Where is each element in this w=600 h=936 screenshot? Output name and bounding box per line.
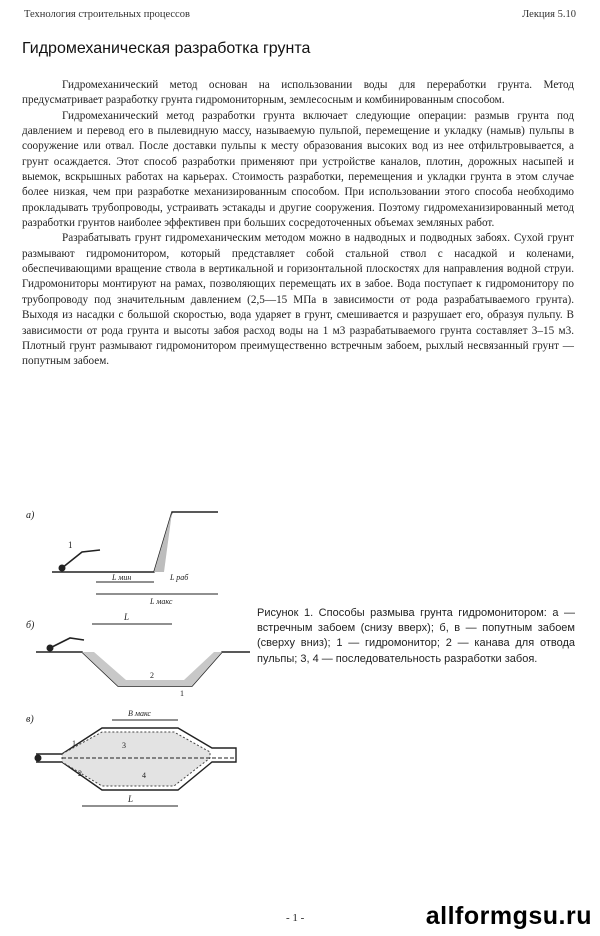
figure-caption: Рисунок 1. Способы размыва грунта гидромонитором: а — встречным забоем (снизу вверх); б, в — попутным забоем (сверху вниз); 1 — гидромонитор; 2 — канава для отвода пульпы; 3, 4 — последовательность разработки забоя. xyxy=(257,607,575,665)
hydromonitor-icon-b xyxy=(47,645,53,651)
page-title: Гидромеханическая разработка грунта xyxy=(22,40,311,57)
running-header-course: Технология строительных процессов xyxy=(24,9,190,20)
diagram-a-label: а) xyxy=(26,510,35,521)
diagram-b xyxy=(26,612,250,698)
monitor-jet-a xyxy=(62,550,100,568)
site-watermark: allformgsu.ru xyxy=(425,902,592,930)
paragraph-intro: Гидромеханический метод основан на использовании воды для переработки грунта. Метод предусматривает разработку грунта гидромониторным, землесосным и комбинированным способом. xyxy=(22,79,574,107)
label-1-b: 1 xyxy=(180,689,184,698)
soil-hatch-b xyxy=(82,652,222,686)
label-l-v: L xyxy=(128,794,134,804)
label-lmin: L мин xyxy=(112,573,132,582)
diagram-v xyxy=(26,709,236,806)
label-lrab: L раб xyxy=(170,573,189,582)
label-l-b: L xyxy=(124,612,130,622)
page-number: - 1 - xyxy=(286,912,305,924)
paragraph-operations: Гидромеханический метод разработки грунта включает следующие операции: размыв грунта под давлением и перевод его в пылевидную массу, называемую пульпой, перемещение и укладку (намыв) пульпы в сооружение или отвал. После доставки пульпы к месту образования высоких вод из нее отфильтровывается, а грунт осаждается. Этот способ разработки применяют при устройстве каналов, плотин, дорожных насыпей и выемок, вскрышных работах на карьерах. Стоимость разработки, перемещения и укладки грунта в этом случае более низкая, чем при разработке механизированным способом. При использовании этого способа необходимо прокладывать трубопроводы, устраивать эстакады и другие сооружения. Поэтому гидромеханизированный метод разработки грунтов наиболее эффективен при больших сосредоточенных объемах земляных работ. xyxy=(22,109,574,230)
label-lmax: L макс xyxy=(150,597,173,606)
label-3-v: 3 xyxy=(122,741,126,750)
monitor-jet-b xyxy=(50,638,84,648)
body-text xyxy=(22,78,574,370)
label-2-v: 2 xyxy=(78,769,82,778)
label-1-a: 1 xyxy=(68,540,73,550)
face-profile-a xyxy=(52,512,218,572)
hydromonitor-icon-v xyxy=(35,755,41,761)
label-2-b: 2 xyxy=(150,671,154,680)
diagram-b-label: б) xyxy=(26,620,35,631)
label-4-v: 4 xyxy=(142,771,146,780)
diagram-v-label: в) xyxy=(26,714,34,725)
label-1-v: 1 xyxy=(72,739,76,748)
paragraph-faces: Разрабатывать грунт гидромеханическим методом можно в надводных и подводных забоях. Сухой грунт размывают гидромонитором, который представляет собой стальной ствол с насадкой и коленами, обеспечивающими вращение ствола в вертикальной и горизонтальной плоскостях для направления водной струи. Гидромониторы монтируют на рамах, позволяющих перемещать их в забое. Вода поступает к гидромонитору по трубопроводу под значительным давлением (2,5—15 МПа в зависимости от рода разрабатываемого грунта). Выходя из насадки с большой скоростью, вода ударяет в грунт, смешивается и разрушает его, образуя пульпу. В зависимости от рода грунта и высоты забоя расход воды на 1 м3 разрабатываемого грунта составляет 3–15 м3. Плотный грунт размывают гидромонитором преимущественно встречным забоем, рыхлый несвязанный грунт — попутным забоем. xyxy=(22,232,574,368)
diagram-a xyxy=(26,510,218,606)
hydromonitor-icon-a xyxy=(59,565,65,571)
label-bmax: B макс xyxy=(128,709,151,718)
running-header-lecture: Лекция 5.10 xyxy=(522,9,576,20)
figure-hydromonitor-schemes xyxy=(22,500,254,830)
